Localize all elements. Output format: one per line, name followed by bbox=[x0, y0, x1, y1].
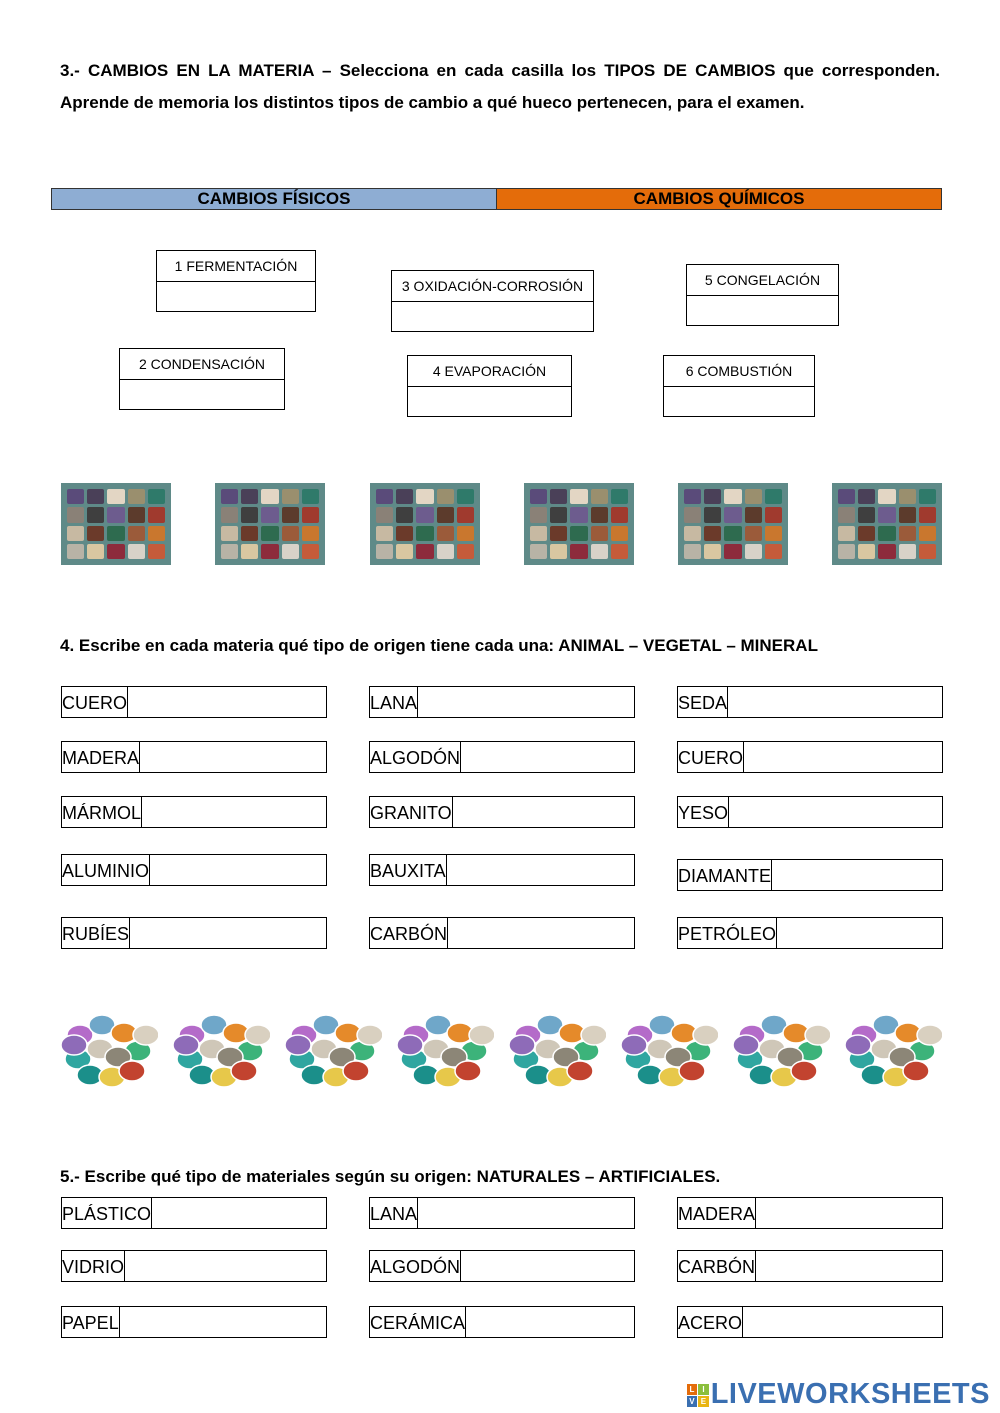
chemical-changes-header: CAMBIOS QUÍMICOS bbox=[496, 188, 942, 210]
mineral-sample bbox=[282, 544, 299, 559]
mineral-sample bbox=[457, 489, 474, 504]
mineral-sample bbox=[241, 544, 258, 559]
mineral-sample bbox=[261, 489, 278, 504]
mineral-sample bbox=[530, 489, 547, 504]
mineral-sample bbox=[107, 489, 124, 504]
material-type-row bbox=[677, 1306, 943, 1338]
material-label: CERÁMICA bbox=[370, 1307, 466, 1337]
mineral-sample bbox=[550, 507, 567, 522]
mineral-sample bbox=[128, 507, 145, 522]
material-type-row bbox=[61, 1197, 327, 1229]
material-type-row bbox=[677, 1197, 943, 1229]
mineral-sample bbox=[416, 544, 433, 559]
logo-mark-icon: L I V E bbox=[687, 1384, 709, 1406]
material-label: BAUXITA bbox=[370, 855, 447, 885]
mineral-sample bbox=[878, 507, 895, 522]
mineral-sample bbox=[745, 507, 762, 522]
mineral-sample bbox=[724, 489, 741, 504]
mineral-sample bbox=[899, 507, 916, 522]
change-label: 1 FERMENTACIÓN bbox=[157, 251, 315, 282]
mineral-sample bbox=[591, 507, 608, 522]
mineral-sample bbox=[919, 507, 936, 522]
change-label: 3 OXIDACIÓN-CORROSIÓN bbox=[392, 271, 593, 302]
mineral-sample bbox=[838, 544, 855, 559]
mineral-sample bbox=[838, 489, 855, 504]
mineral-sample bbox=[457, 544, 474, 559]
mineral-pile-image bbox=[396, 1005, 494, 1091]
mineral-pile-image bbox=[60, 1005, 158, 1091]
origin-answer-input[interactable] bbox=[128, 687, 347, 717]
mineral-sample bbox=[67, 489, 84, 504]
mineral-sample bbox=[919, 526, 936, 541]
material-label: ALGODÓN bbox=[370, 742, 461, 772]
mineral-sample bbox=[724, 507, 741, 522]
mineral-sample bbox=[838, 526, 855, 541]
mineral-sample bbox=[704, 526, 721, 541]
mineral-sample bbox=[899, 544, 916, 559]
change-answer-3[interactable] bbox=[392, 302, 593, 331]
mineral-sample bbox=[704, 507, 721, 522]
mineral-sample bbox=[684, 526, 701, 541]
mineral-sample bbox=[282, 489, 299, 504]
origin-answer-input[interactable] bbox=[744, 742, 963, 772]
mineral-sample bbox=[591, 544, 608, 559]
origin-row bbox=[61, 686, 327, 718]
origin-answer-input[interactable] bbox=[140, 742, 359, 772]
change-answer-5[interactable] bbox=[687, 296, 838, 325]
section3-instructions: 3.- CAMBIOS EN LA MATERIA – Selecciona en cada casilla los TIPOS DE CAMBIOS que corresponden. Aprende de memoria los distintos tipos de cambio a qué hueco pertenecen, para el examen. bbox=[60, 61, 940, 112]
mineral-sample bbox=[838, 507, 855, 522]
mineral-sample bbox=[261, 526, 278, 541]
origin-answer-input[interactable] bbox=[447, 855, 666, 885]
mineral-sample bbox=[107, 507, 124, 522]
mineral-sample bbox=[745, 489, 762, 504]
mineral-sample bbox=[858, 489, 875, 504]
origin-answer-input[interactable] bbox=[728, 687, 947, 717]
mineral-sample bbox=[437, 489, 454, 504]
origin-answer-input[interactable] bbox=[777, 918, 996, 948]
mineral-sample bbox=[611, 526, 628, 541]
mineral-sample bbox=[919, 544, 936, 559]
change-label: 6 COMBUSTIÓN bbox=[664, 356, 814, 387]
mineral-sample bbox=[87, 489, 104, 504]
mineral-sample bbox=[591, 526, 608, 541]
section5-text: 5.- Escribe qué tipo de materiales según su origen: bbox=[60, 1167, 477, 1186]
mineral-sample bbox=[87, 507, 104, 522]
mineral-sample bbox=[704, 489, 721, 504]
material-type-answer-input[interactable] bbox=[120, 1307, 339, 1337]
material-type-row bbox=[369, 1250, 635, 1282]
material-label: CARBÓN bbox=[370, 918, 448, 948]
origin-answer-input[interactable] bbox=[448, 918, 667, 948]
change-answer-4[interactable] bbox=[408, 387, 571, 416]
mineral-sample bbox=[376, 526, 393, 541]
mineral-sample bbox=[570, 507, 587, 522]
section5-instructions bbox=[60, 1167, 720, 1187]
mineral-sample bbox=[376, 489, 393, 504]
mineral-sample bbox=[416, 526, 433, 541]
change-label: 4 EVAPORACIÓN bbox=[408, 356, 571, 387]
change-answer-1[interactable] bbox=[157, 282, 315, 311]
origin-answer-input[interactable] bbox=[150, 855, 369, 885]
mineral-sample bbox=[376, 544, 393, 559]
material-label: CUERO bbox=[62, 687, 128, 717]
liveworksheets-logo bbox=[687, 1378, 990, 1411]
mineral-sample bbox=[376, 507, 393, 522]
origin-row bbox=[677, 741, 943, 773]
origin-row bbox=[61, 917, 327, 949]
material-label: RUBÍES bbox=[62, 918, 130, 948]
origin-row bbox=[369, 686, 635, 718]
mineral-sample bbox=[302, 526, 319, 541]
material-type-row bbox=[61, 1250, 327, 1282]
material-type-row bbox=[369, 1306, 635, 1338]
change-box-2 bbox=[119, 348, 285, 410]
mineral-sample bbox=[241, 507, 258, 522]
mineral-sample bbox=[745, 544, 762, 559]
mineral-sample bbox=[437, 544, 454, 559]
origin-answer-input[interactable] bbox=[453, 797, 672, 827]
origin-row bbox=[369, 917, 635, 949]
material-label: CUERO bbox=[678, 742, 744, 772]
mineral-sample bbox=[591, 489, 608, 504]
mineral-sample bbox=[87, 526, 104, 541]
change-box-1 bbox=[156, 250, 316, 312]
mineral-sample bbox=[530, 526, 547, 541]
mineral-pile-image bbox=[508, 1005, 606, 1091]
mineral-sample bbox=[550, 544, 567, 559]
mineral-sample bbox=[107, 526, 124, 541]
change-box-4 bbox=[407, 355, 572, 417]
mineral-sample bbox=[396, 526, 413, 541]
material-label: MÁRMOL bbox=[62, 797, 142, 827]
origin-row bbox=[61, 741, 327, 773]
section5-options: NATURALES – ARTIFICIALES. bbox=[476, 1167, 721, 1186]
mineral-sample bbox=[416, 507, 433, 522]
material-label: PLÁSTICO bbox=[62, 1198, 152, 1228]
mineral-sample bbox=[148, 544, 165, 559]
material-label: SEDA bbox=[678, 687, 728, 717]
mineral-sample bbox=[221, 507, 238, 522]
section4-instructions bbox=[60, 636, 818, 656]
origin-row bbox=[677, 796, 943, 828]
mineral-tray-image bbox=[61, 483, 171, 565]
material-type-answer-input[interactable] bbox=[152, 1198, 371, 1228]
material-label: PAPEL bbox=[62, 1307, 120, 1337]
mineral-sample bbox=[611, 507, 628, 522]
change-answer-6[interactable] bbox=[664, 387, 814, 416]
material-label: DIAMANTE bbox=[678, 860, 772, 890]
mineral-sample bbox=[724, 526, 741, 541]
origin-row bbox=[677, 859, 943, 891]
material-type-answer-input[interactable] bbox=[466, 1307, 685, 1337]
mineral-sample bbox=[128, 526, 145, 541]
mineral-sample bbox=[858, 526, 875, 541]
material-label: MADERA bbox=[678, 1198, 756, 1228]
mineral-sample bbox=[765, 507, 782, 522]
material-type-answer-input[interactable] bbox=[418, 1198, 637, 1228]
mineral-sample bbox=[437, 507, 454, 522]
mineral-sample bbox=[302, 489, 319, 504]
mineral-sample bbox=[878, 526, 895, 541]
material-type-answer-input[interactable] bbox=[461, 1251, 680, 1281]
mineral-sample bbox=[550, 489, 567, 504]
mineral-sample bbox=[878, 544, 895, 559]
mineral-sample bbox=[919, 489, 936, 504]
material-type-answer-input[interactable] bbox=[125, 1251, 344, 1281]
mineral-sample bbox=[396, 489, 413, 504]
mineral-sample bbox=[570, 526, 587, 541]
change-label: 5 CONGELACIÓN bbox=[687, 265, 838, 296]
mineral-sample bbox=[282, 507, 299, 522]
mineral-sample bbox=[396, 544, 413, 559]
mineral-tray-image bbox=[678, 483, 788, 565]
change-label: 2 CONDENSACIÓN bbox=[120, 349, 284, 380]
mineral-sample bbox=[765, 526, 782, 541]
mineral-sample bbox=[724, 544, 741, 559]
mineral-sample bbox=[221, 544, 238, 559]
mineral-sample bbox=[107, 544, 124, 559]
mineral-sample bbox=[745, 526, 762, 541]
mineral-sample bbox=[899, 526, 916, 541]
mineral-sample bbox=[221, 489, 238, 504]
mineral-sample bbox=[684, 489, 701, 504]
material-type-answer-input[interactable] bbox=[743, 1307, 962, 1337]
origin-answer-input[interactable] bbox=[461, 742, 680, 772]
mineral-sample bbox=[684, 544, 701, 559]
mineral-sample bbox=[148, 526, 165, 541]
mineral-sample bbox=[530, 507, 547, 522]
mineral-pile-image bbox=[284, 1005, 382, 1091]
change-box-6 bbox=[663, 355, 815, 417]
origin-answer-input[interactable] bbox=[772, 860, 991, 890]
mineral-sample bbox=[684, 507, 701, 522]
mineral-sample bbox=[128, 489, 145, 504]
mineral-sample bbox=[704, 544, 721, 559]
mineral-sample bbox=[570, 544, 587, 559]
mineral-pile-image bbox=[844, 1005, 942, 1091]
mineral-sample bbox=[416, 489, 433, 504]
mineral-sample bbox=[221, 526, 238, 541]
material-label: MADERA bbox=[62, 742, 140, 772]
material-type-row bbox=[61, 1306, 327, 1338]
origin-row bbox=[369, 796, 635, 828]
origin-row bbox=[677, 686, 943, 718]
material-label: CARBÓN bbox=[678, 1251, 756, 1281]
change-box-5 bbox=[686, 264, 839, 326]
mineral-tray-image bbox=[370, 483, 480, 565]
material-label: LANA bbox=[370, 687, 418, 717]
logo-text: LIVEWORKSHEETS bbox=[710, 1378, 990, 1410]
mineral-sample bbox=[261, 544, 278, 559]
mineral-sample bbox=[128, 544, 145, 559]
origin-row bbox=[369, 741, 635, 773]
mineral-sample bbox=[241, 489, 258, 504]
mineral-tray-image bbox=[524, 483, 634, 565]
mineral-sample bbox=[858, 507, 875, 522]
change-box-3 bbox=[391, 270, 594, 332]
mineral-sample bbox=[530, 544, 547, 559]
mineral-sample bbox=[67, 544, 84, 559]
mineral-sample bbox=[148, 507, 165, 522]
physical-changes-header: CAMBIOS FÍSICOS bbox=[51, 188, 497, 210]
mineral-sample bbox=[67, 526, 84, 541]
mineral-sample bbox=[302, 544, 319, 559]
mineral-sample bbox=[282, 526, 299, 541]
material-label: LANA bbox=[370, 1198, 418, 1228]
mineral-sample bbox=[437, 526, 454, 541]
mineral-sample bbox=[765, 544, 782, 559]
material-type-row bbox=[677, 1250, 943, 1282]
mineral-sample bbox=[457, 526, 474, 541]
material-label: YESO bbox=[678, 797, 729, 827]
mineral-pile-image bbox=[172, 1005, 270, 1091]
mineral-sample bbox=[302, 507, 319, 522]
mineral-pile-image bbox=[620, 1005, 718, 1091]
origin-row bbox=[61, 796, 327, 828]
mineral-sample bbox=[878, 489, 895, 504]
mineral-sample bbox=[570, 489, 587, 504]
material-type-answer-input[interactable] bbox=[756, 1251, 975, 1281]
origin-row bbox=[677, 917, 943, 949]
material-label: VIDRIO bbox=[62, 1251, 125, 1281]
origin-row bbox=[61, 854, 327, 886]
material-label: ACERO bbox=[678, 1307, 743, 1337]
mineral-sample bbox=[241, 526, 258, 541]
mineral-sample bbox=[261, 507, 278, 522]
mineral-sample bbox=[87, 544, 104, 559]
mineral-sample bbox=[396, 507, 413, 522]
mineral-sample bbox=[765, 489, 782, 504]
origin-answer-input[interactable] bbox=[142, 797, 361, 827]
material-type-row bbox=[369, 1197, 635, 1229]
mineral-pile-image bbox=[732, 1005, 830, 1091]
origin-answer-input[interactable] bbox=[729, 797, 948, 827]
mineral-sample bbox=[858, 544, 875, 559]
change-answer-2[interactable] bbox=[120, 380, 284, 409]
mineral-sample bbox=[67, 507, 84, 522]
mineral-sample bbox=[148, 489, 165, 504]
mineral-tray-image bbox=[832, 483, 942, 565]
mineral-sample bbox=[899, 489, 916, 504]
section4-options: ANIMAL – VEGETAL – MINERAL bbox=[558, 636, 818, 655]
material-label: ALUMINIO bbox=[62, 855, 150, 885]
mineral-sample bbox=[457, 507, 474, 522]
material-label: GRANITO bbox=[370, 797, 453, 827]
origin-answer-input[interactable] bbox=[418, 687, 637, 717]
section4-text: 4. Escribe en cada materia qué tipo de origen tiene cada una: bbox=[60, 636, 559, 655]
mineral-sample bbox=[550, 526, 567, 541]
mineral-tray-image bbox=[215, 483, 325, 565]
material-label: ALGODÓN bbox=[370, 1251, 461, 1281]
origin-answer-input[interactable] bbox=[130, 918, 349, 948]
material-label: PETRÓLEO bbox=[678, 918, 777, 948]
mineral-sample bbox=[611, 544, 628, 559]
material-type-answer-input[interactable] bbox=[756, 1198, 975, 1228]
origin-row bbox=[369, 854, 635, 886]
mineral-sample bbox=[611, 489, 628, 504]
